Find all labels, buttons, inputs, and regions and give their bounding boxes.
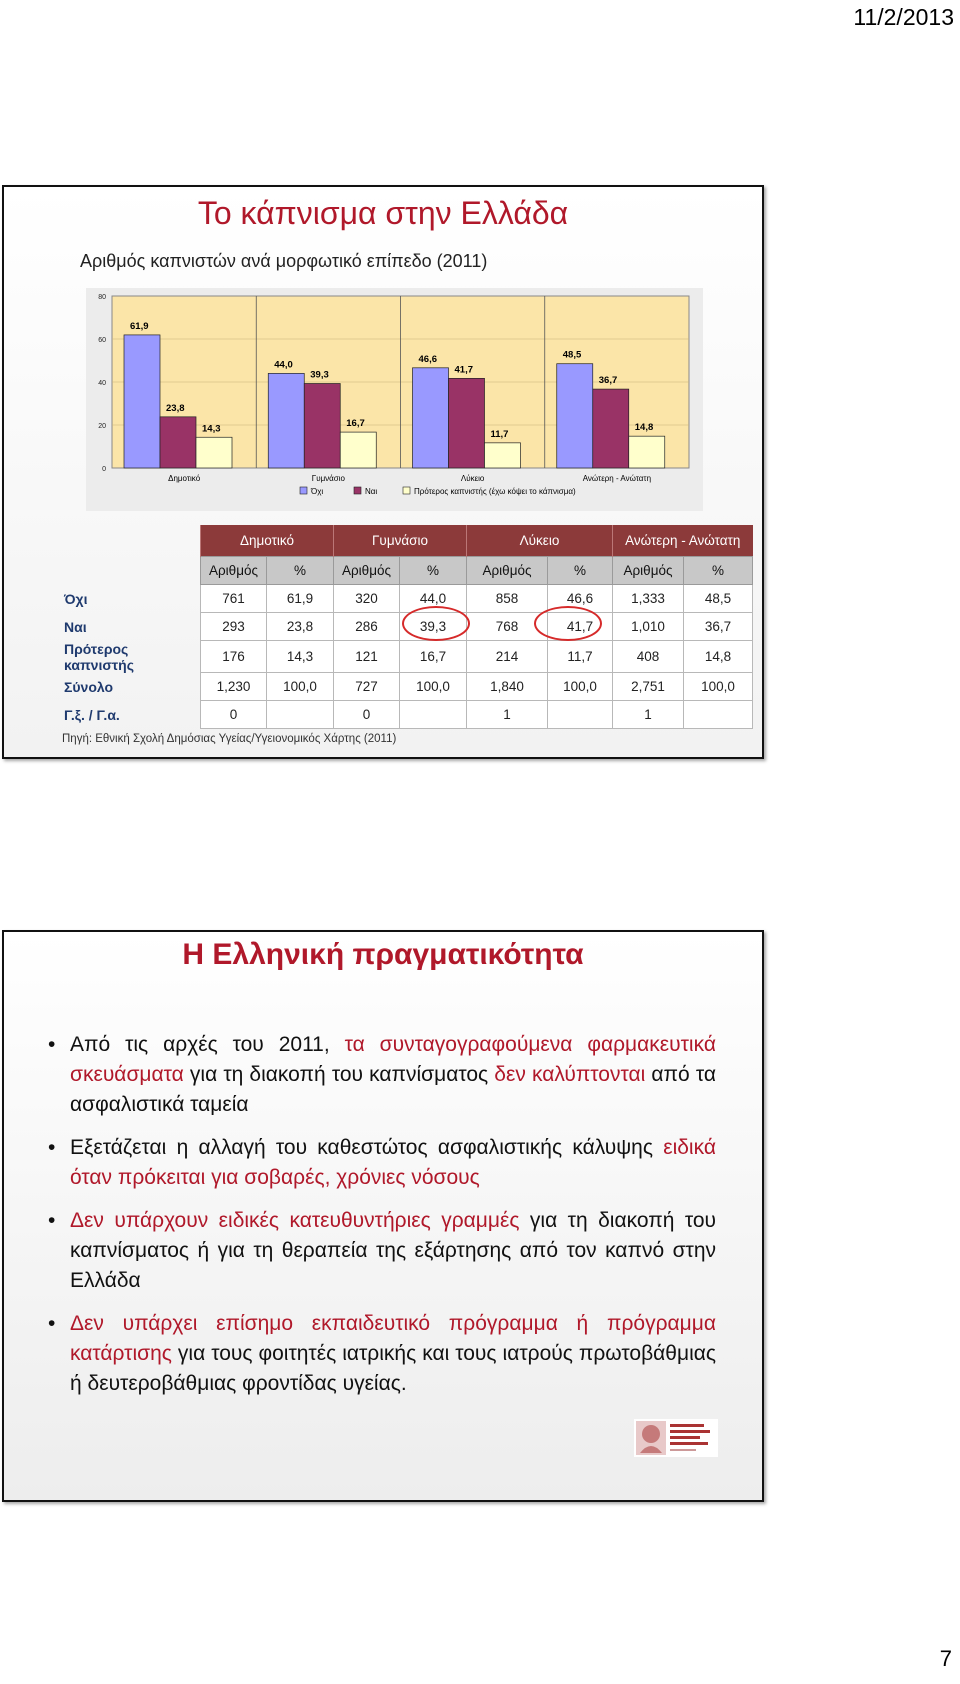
category-label: Ανώτερη - Ανώτατη — [582, 474, 652, 483]
data-label: 39,3 — [310, 369, 329, 381]
category-label: Γυμνάσιο — [311, 474, 345, 483]
table-cell: 46,6 — [548, 585, 613, 613]
table-cell: 48,5 — [684, 585, 753, 613]
data-label: 46,6 — [418, 353, 437, 365]
table-cell: 293 — [201, 613, 267, 641]
slide-subtitle: Αριθμός καπνιστών ανά μορφωτικό επίπεδο (2011) — [80, 251, 488, 271]
bullet-text: για τους φοιτητές ιατρικής και τους ιατρούς πρωτοβάθμιας ή δευτεροβάθμιας φροντίδας υγείας. — [70, 1342, 716, 1395]
table-cell: 36,7 — [684, 613, 753, 641]
smokers-by-education-chart — [86, 288, 703, 511]
bullet-dot-icon: • — [48, 1033, 56, 1056]
table-cell: 121 — [334, 641, 400, 673]
bar — [124, 335, 160, 468]
bullet-text: για τη διακοπή του καπνίσματος — [183, 1063, 495, 1086]
table-cell: 761 — [201, 585, 267, 613]
highlight-circle — [402, 606, 470, 641]
table-cell: 0 — [201, 701, 267, 729]
table-cell: 61,9 — [267, 585, 334, 613]
row-label: Σύνολο — [64, 678, 114, 695]
y-tick-label: 40 — [98, 380, 106, 387]
table-cell: 16,7 — [400, 641, 467, 673]
table-row — [58, 641, 753, 673]
bar — [593, 389, 629, 468]
legend-label: Όχι — [311, 487, 324, 496]
table-cell: 11,7 — [548, 641, 613, 673]
bullet-emphasis-text: δεν καλύπτονται — [494, 1063, 646, 1086]
data-label: 48,5 — [562, 349, 582, 361]
bar — [196, 437, 232, 468]
table-group-header: Ανώτερη - Ανώτατη — [613, 525, 753, 557]
category-label: Λύκειο — [460, 474, 485, 483]
table-cell: 41,7 — [548, 613, 613, 641]
table-cell: 1,840 — [467, 673, 548, 701]
table-cell: 214 — [467, 641, 548, 673]
data-label: 36,7 — [598, 375, 618, 387]
y-tick-label: 0 — [102, 466, 106, 473]
table-subheader: Αριθμός — [613, 557, 684, 585]
bullet-emphasis-text: ειδικά όταν πρόκειται για σοβαρές, χρόνιες νόσους — [70, 1136, 716, 1189]
highlight-circle — [534, 606, 602, 641]
row-label: Γ.ξ. / Γ.α. — [64, 706, 120, 723]
data-label: 11,7 — [490, 428, 509, 440]
table-row — [58, 673, 753, 701]
table-cell: 1 — [467, 701, 548, 729]
data-label: 61,9 — [130, 320, 149, 332]
bar — [268, 373, 304, 468]
bullet-dot-icon: • — [48, 1312, 56, 1335]
bullet-text: από τα ασφαλιστικά ταμεία — [70, 1063, 716, 1116]
table-cell: 1 — [613, 701, 684, 729]
bullet-text: για τη διακοπή του καπνίσματος ή για τη θεραπεία της εξάρτησης από τον καπνό στην Ελλάδα — [70, 1209, 716, 1292]
table-subheader: Αριθμός — [334, 557, 400, 585]
bullet-text: Από τις αρχές του 2011, — [70, 1033, 345, 1056]
category-label: Δημοτικό — [168, 474, 201, 483]
slide-title: Η Ελληνική πραγματικότητα — [182, 938, 584, 971]
table-cell: 14,8 — [684, 641, 753, 673]
table-cell: 100,0 — [684, 673, 753, 701]
bullet-dot-icon: • — [48, 1209, 56, 1232]
table-cell: 100,0 — [548, 673, 613, 701]
table-row — [58, 585, 753, 613]
table-cell: 1,333 — [613, 585, 684, 613]
bullet-item — [44, 1030, 716, 1120]
table-subheader: % — [684, 557, 753, 585]
data-label: 41,7 — [454, 364, 473, 376]
table-cell: 176 — [201, 641, 267, 673]
table-cell: 768 — [467, 613, 548, 641]
table-cell: 100,0 — [267, 673, 334, 701]
bar — [557, 364, 593, 468]
legend-label: Ναι — [365, 487, 378, 496]
row-label: Ναι — [64, 618, 87, 635]
table-group-header: Λύκειο — [467, 525, 613, 557]
bullet-item — [44, 1309, 716, 1399]
table-cell — [548, 701, 613, 729]
slide-smoking-in-greece — [2, 185, 764, 759]
table-group-header: Δημοτικό — [201, 525, 334, 557]
slide-title: Το κάπνισμα στην Ελλάδα — [197, 195, 569, 231]
table-cell — [684, 701, 753, 729]
bullet-dot-icon: • — [48, 1136, 56, 1159]
table-cell — [400, 701, 467, 729]
table-cell: 100,0 — [400, 673, 467, 701]
legend-swatch — [300, 487, 307, 494]
table-cell: 1,230 — [201, 673, 267, 701]
bullet-list — [44, 1030, 716, 1412]
data-label: 44,0 — [274, 359, 293, 371]
table-subheader: Αριθμός — [201, 557, 267, 585]
table-cell: 39,3 — [400, 613, 467, 641]
table-subheader: % — [267, 557, 334, 585]
table-cell: 320 — [334, 585, 400, 613]
table-subheader: % — [548, 557, 613, 585]
y-tick-label: 60 — [98, 337, 106, 344]
bar — [485, 443, 521, 468]
table-cell: 1,010 — [613, 613, 684, 641]
table-cell — [267, 701, 334, 729]
table-subheader: % — [400, 557, 467, 585]
row-label: Πρότερος καπνιστής — [64, 640, 134, 673]
school-logo — [634, 1419, 718, 1457]
bullet-item — [44, 1133, 716, 1193]
bar — [340, 432, 376, 468]
bar — [629, 436, 665, 468]
bullet-item — [44, 1206, 716, 1296]
legend-swatch — [354, 487, 361, 494]
data-label: 23,8 — [166, 402, 185, 414]
table-cell: 286 — [334, 613, 400, 641]
table-cell: 23,8 — [267, 613, 334, 641]
bullet-emphasis-text: τα συνταγογραφούμενα φαρμακευτικά σκευάσματα — [70, 1033, 716, 1086]
bar — [304, 384, 340, 468]
table-cell: 408 — [613, 641, 684, 673]
legend-swatch — [403, 487, 410, 494]
bar — [413, 368, 449, 468]
data-label: 16,7 — [346, 418, 365, 430]
page-date: 11/2/2013 — [853, 4, 954, 30]
table-row — [58, 701, 753, 729]
table-cell: 727 — [334, 673, 400, 701]
legend-label: Πρότερος καπνιστής (έχω κόψει το κάπνισμα) — [414, 487, 576, 496]
page-number: 7 — [939, 1646, 952, 1671]
y-tick-label: 20 — [98, 423, 106, 430]
slide-greek-reality — [2, 930, 764, 1502]
data-label: 14,8 — [634, 422, 654, 434]
table-cell: 858 — [467, 585, 548, 613]
bar — [160, 417, 196, 468]
bar — [449, 378, 485, 468]
bullet-emphasis-text: Δεν υπάρχουν ειδικές κατευθυντήριες γραμμές — [70, 1209, 520, 1232]
table-cell: 14,3 — [267, 641, 334, 673]
table-cell: 44,0 — [400, 585, 467, 613]
bullet-emphasis-text: Δεν υπάρχει επίσημο εκπαιδευτικό πρόγραμμα ή πρόγραμμα κατάρτισης — [70, 1312, 716, 1365]
y-tick-label: 80 — [98, 294, 106, 301]
table-cell: 2,751 — [613, 673, 684, 701]
row-label: Όχι — [64, 590, 88, 607]
table-group-header: Γυμνάσιο — [334, 525, 467, 557]
data-label: 14,3 — [202, 423, 221, 435]
table-cell: 0 — [334, 701, 400, 729]
bullet-text: Εξετάζεται η αλλαγή του καθεστώτος ασφαλιστικής κάλυψης — [70, 1136, 664, 1159]
source-note: Πηγή: Εθνική Σχολή Δημόσιας Υγείας/Υγειονομικός Χάρτης (2011) — [62, 733, 397, 745]
table-subheader: Αριθμός — [467, 557, 548, 585]
